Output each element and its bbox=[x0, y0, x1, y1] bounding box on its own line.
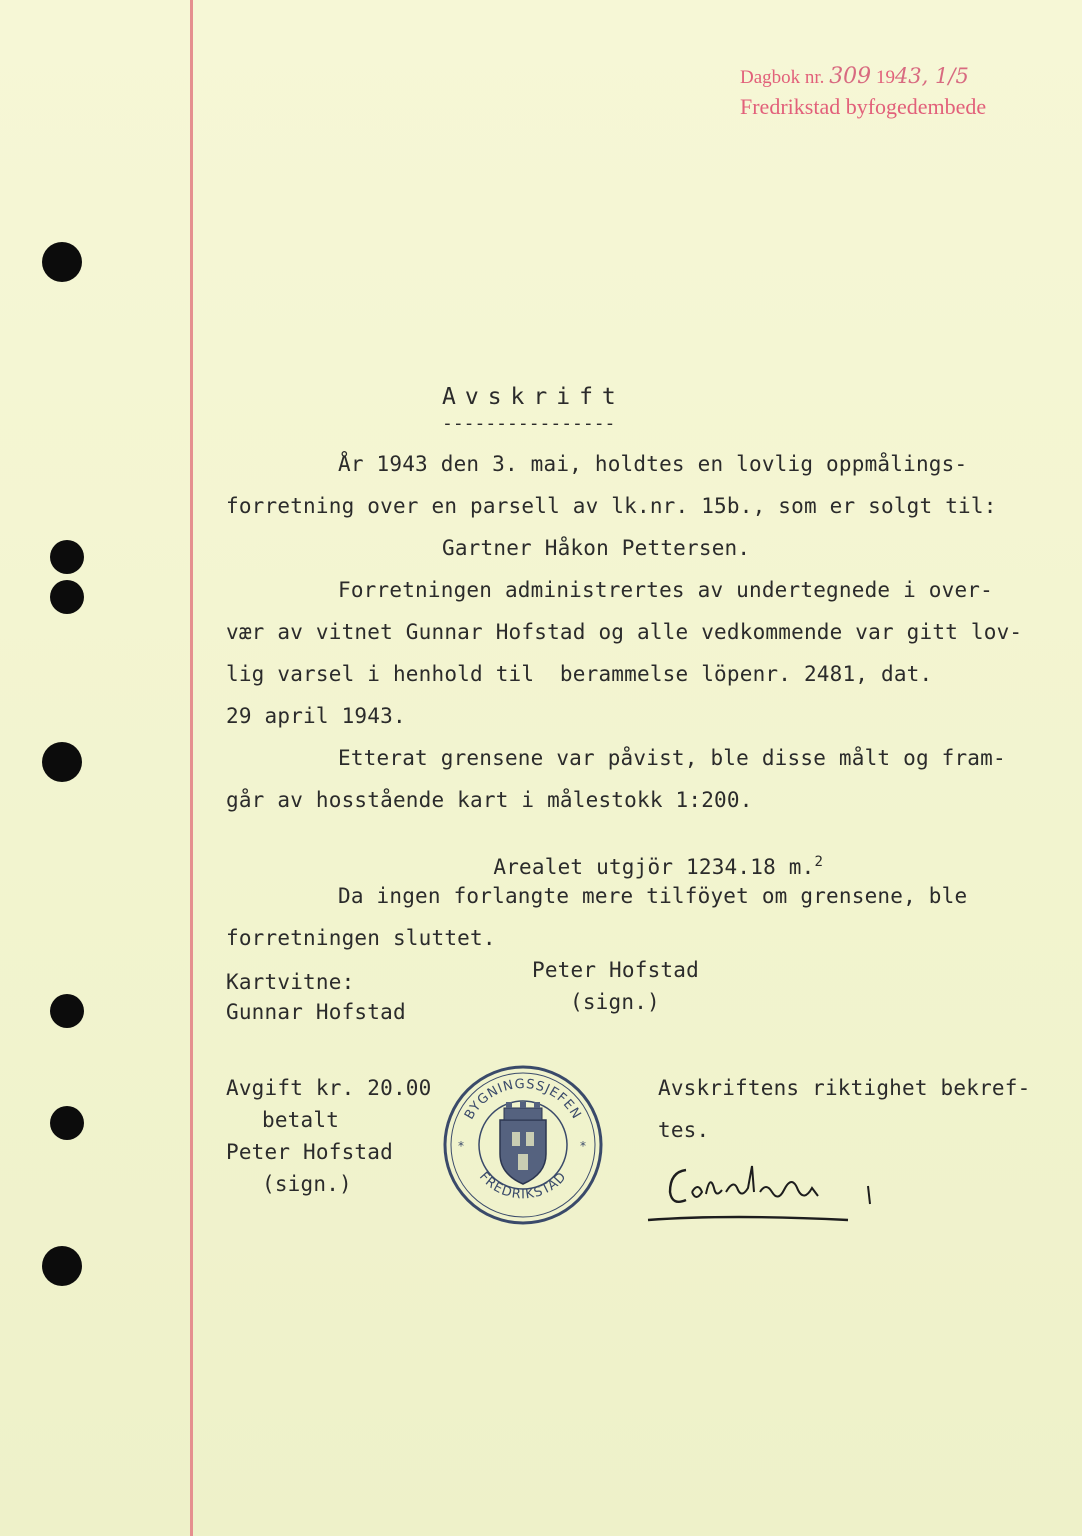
witness-name: Gunnar Hofstad bbox=[226, 1000, 406, 1024]
body-line: Forretningen administrertes av undertegnede i over- bbox=[338, 578, 993, 602]
punch-hole bbox=[50, 540, 84, 574]
witness-label: Kartvitne: bbox=[226, 970, 355, 994]
seal-top-text: BYGNINGSSJEFEN bbox=[461, 1076, 584, 1123]
svg-text:*: * bbox=[580, 1139, 586, 1153]
body-line: går av hosstående kart i målestokk 1:200. bbox=[226, 788, 753, 812]
punch-hole bbox=[42, 742, 82, 782]
red-margin-line bbox=[190, 0, 193, 1536]
document-title: Avskrift bbox=[442, 384, 625, 410]
body-line: lig varsel i henhold til berammelse löpenr. 2481, dat. bbox=[226, 662, 933, 686]
surveyor-name: Peter Hofstad bbox=[532, 958, 699, 982]
body-line: Gartner Håkon Pettersen. bbox=[442, 536, 751, 560]
fee-line: (sign.) bbox=[262, 1172, 352, 1196]
body-line: År 1943 den 3. mai, holdtes en lovlig oppmålings- bbox=[338, 452, 968, 476]
dagbok-stamp bbox=[740, 64, 969, 89]
handwritten-signature bbox=[640, 1148, 890, 1238]
dagbok-year-label: 19 bbox=[875, 67, 895, 88]
title-underline: ---------------- bbox=[442, 413, 616, 434]
body-line: forretning over en parsell av lk.nr. 15b., som er solgt til: bbox=[226, 494, 997, 518]
certification-line: Avskriftens riktighet bekref- bbox=[658, 1076, 1031, 1100]
area-text: Arealet utgjör 1234.18 m. bbox=[493, 855, 815, 879]
body-line: Etterat grensene var påvist, ble disse målt og fram- bbox=[338, 746, 1006, 770]
surveyor-sign: (sign.) bbox=[570, 990, 660, 1014]
punch-hole bbox=[50, 994, 84, 1028]
dagbok-date: 43, 1/5 bbox=[894, 64, 969, 88]
punch-hole bbox=[50, 580, 84, 614]
punch-hole bbox=[42, 242, 82, 282]
fee-line: betalt bbox=[262, 1108, 340, 1132]
punch-hole bbox=[50, 1106, 84, 1140]
dagbok-number: 309 bbox=[829, 64, 872, 89]
area-superscript: 2 bbox=[814, 854, 824, 870]
body-line: forretningen sluttet. bbox=[226, 926, 496, 950]
fee-line: Avgift kr. 20.00 bbox=[226, 1076, 432, 1100]
body-line: 29 april 1943. bbox=[226, 704, 406, 728]
fee-line: Peter Hofstad bbox=[226, 1140, 393, 1164]
punch-hole bbox=[42, 1246, 82, 1286]
municipal-seal bbox=[440, 1062, 606, 1228]
certification-line: tes. bbox=[658, 1118, 710, 1142]
seal-bottom-text: FREDRIKSTAD bbox=[476, 1169, 570, 1203]
coat-of-arms-icon bbox=[500, 1102, 546, 1184]
svg-text:*: * bbox=[458, 1139, 464, 1153]
body-line: Da ingen forlangte mere tilföyet om grensene, ble bbox=[338, 884, 968, 908]
dagbok-label: Dagbok nr. bbox=[740, 67, 825, 88]
office-stamp: Fredrikstad byfogedembede bbox=[740, 94, 987, 119]
body-line: vær av vitnet Gunnar Hofstad og alle vedkommende var gitt lov- bbox=[226, 620, 1023, 644]
